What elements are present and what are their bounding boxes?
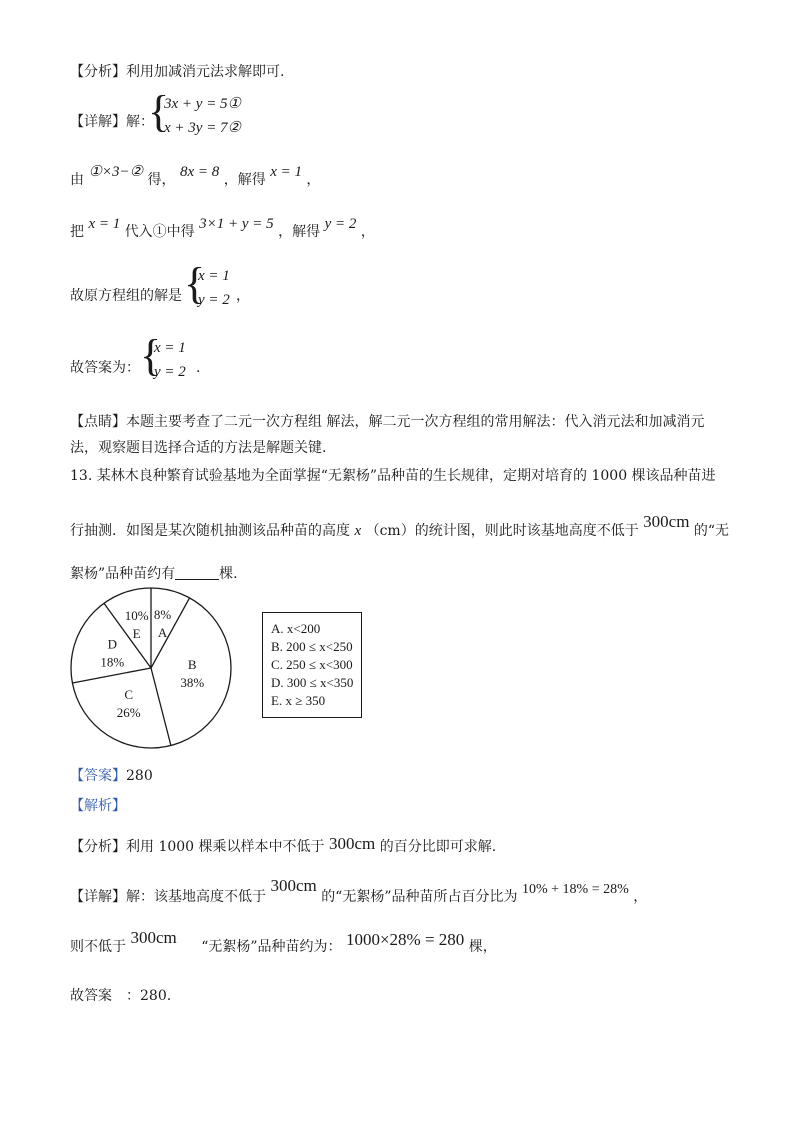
step3-comma: ， — [236, 288, 250, 304]
solution-brace: { — [184, 259, 206, 308]
answer-system: x = 1 y = 2 — [154, 340, 186, 380]
detail-line-13: 【详解】解：该基地高度不低于 300cm 的“无絮杨”品种苗所占百分比为 10% + 18% = 28% ， — [70, 876, 648, 905]
legend-item-d: D. 300 ≤ x<350 — [271, 675, 354, 690]
analysis-line-12: 【分析】利用加减消元法求解即可. — [70, 64, 285, 80]
pie-value-b: 38% — [180, 675, 205, 691]
pie-value-a: 8% — [153, 607, 172, 623]
detail-label-12: 【详解】解： — [70, 114, 154, 130]
step-line-3: 故原方程组的解是 — [70, 288, 182, 304]
question-line-1: 13. 某林木良种繁育试验基地为全面掌握“无絮杨”品种苗的生长规律，定期对培育的 1000 棵该品种苗进 — [70, 468, 716, 484]
solution-system: x = 1 y = 2 — [198, 268, 230, 308]
answer-blank — [175, 565, 219, 580]
pie-label-d: D — [107, 636, 118, 652]
pie-value-c: 26% — [116, 705, 141, 721]
equation-2: x + 3y = 7② — [164, 120, 242, 136]
pie-value-e: 10% — [124, 607, 149, 623]
legend-item-a: A. x<200 — [271, 621, 321, 636]
pie-chart — [66, 586, 236, 756]
step-line-1: 由 ①×3−② 得， 8x = 8 ，解得 x = 1 ， — [70, 164, 321, 188]
system-brace: { — [148, 87, 170, 136]
pie-label-c: C — [124, 687, 134, 703]
pie-label-b: B — [187, 657, 197, 673]
chart-legend — [262, 612, 362, 718]
step4-period: . — [196, 360, 201, 376]
step-line-4: 故答案为： — [70, 360, 140, 376]
then-line-13: 则不低于 300cm “无絮杨”品种苗约为： 1000×28% = 280 棵， — [70, 928, 497, 955]
final-line-13: 故答案 ：280. — [70, 988, 172, 1004]
pie-label-e: E — [132, 625, 141, 641]
comment-line-1: 【点睛】本题主要考查了二元一次方程组 解法，解二元一次方程组的常用解法：代入消元法和加减消元 — [70, 414, 705, 430]
analysis-line-13: 【分析】利用 1000 棵乘以样本中不低于 300cm 的百分比即可求解. — [70, 834, 497, 855]
legend-item-b: B. 200 ≤ x<250 — [271, 639, 353, 654]
legend-item-c: C. 250 ≤ x<300 — [271, 657, 353, 672]
pie-label-a: A — [157, 625, 168, 641]
question-line-2: 行抽测．如图是某次随机抽测该品种苗的高度 x （cm）的统计图，则此时该基地高度不低于 300cm 的“无 — [70, 512, 730, 539]
solution-tag: 【解析】 — [70, 798, 126, 814]
equation-1: 3x + y = 5① — [164, 96, 242, 112]
question-line-3: 絮杨”品种苗约有 棵. — [70, 566, 238, 582]
answer-brace: { — [140, 331, 162, 380]
legend-item-e: E. x ≥ 350 — [271, 693, 326, 708]
step-line-2: 把 x = 1 代入①中得 3×1 + y = 5 ，解得 y = 2 ， — [70, 216, 375, 240]
answer-line: 【答案】280 — [70, 768, 153, 784]
comment-line-2: 法，观察题目选择合适的方法是解题关键. — [70, 440, 327, 456]
pie-value-d: 18% — [100, 654, 125, 670]
equation-system — [164, 92, 241, 140]
